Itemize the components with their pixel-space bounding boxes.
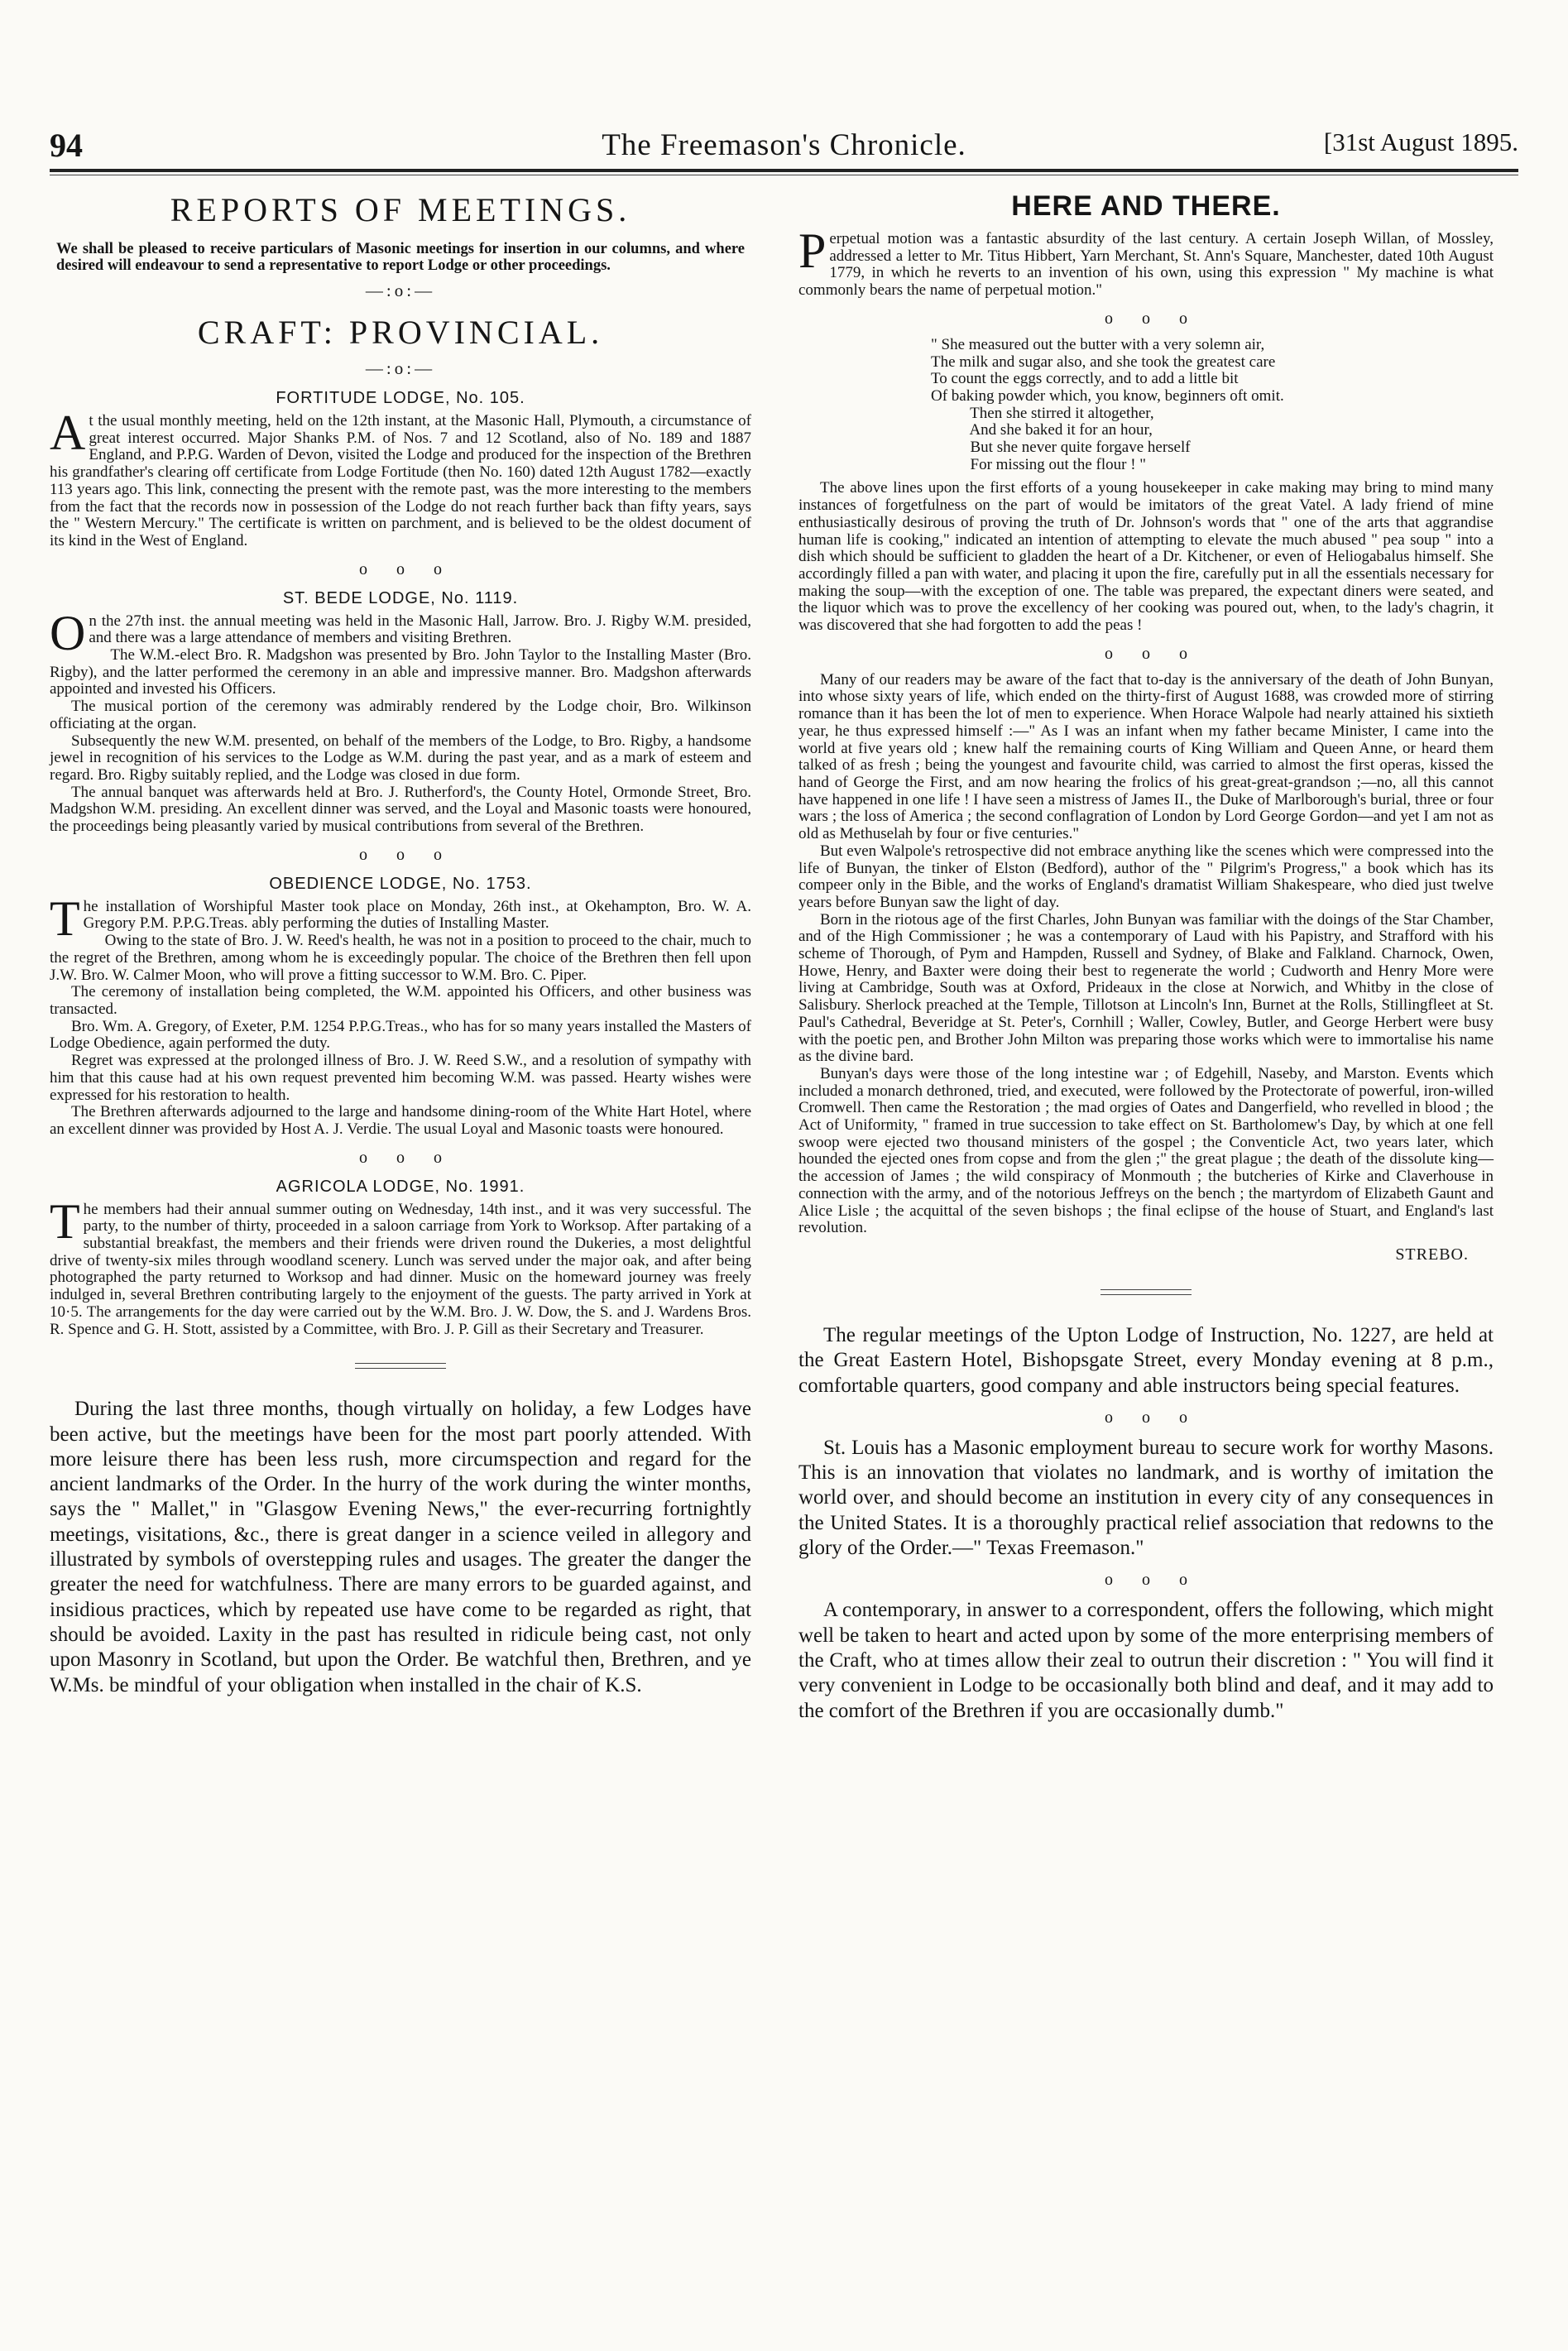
section-divider [355,1363,446,1369]
ornament-divider: o o o [359,559,442,578]
poem-line: But she never quite forgave herself [931,439,1191,457]
ornament-divider: o o o [1105,1408,1187,1427]
lodge-heading-obedience: OBEDIENCE LODGE, No. 1753. [269,874,532,893]
article-paragraph: Subsequently the new W.M. presented, on behalf of the members of the Lodge, to Bro. Rigby, a handsome jewel in recognition of his services to the Lodge as W.M. during the past year, and as a mark of esteem and regard. Bro. Rigby suitably replied, and the Lodge was closed in due form. [50,732,751,784]
article-paragraph: Regret was expressed at the prolonged illness of Bro. J. W. Reed S.W., and a resolution of sympathy with him that this cause had at his own request prevented him becoming W.M. was passed. Hearty wishes were expressed for his restoration to health. [50,1052,751,1104]
poem-line: And she baked it for an hour, [931,421,1153,439]
left-column [50,184,751,1698]
article-paragraph: Bro. Wm. A. Gregory, of Exeter, P.M. 1254 P.P.G.Treas., who has for so many years installed the Masters of Lodge Obedience, again performed the duty. [50,1017,751,1053]
masthead [50,126,1518,164]
section-title-here-and-there: HERE AND THERE. [1011,190,1281,222]
article-paragraph: At the usual monthly meeting, held on the 12th instant, at the Masonic Hall, Plymouth, a circumstance of great interest occurred. Major Shanks P.M. of Nos. 7 and 12 Scotland, also of No. 189 and 1887 England, and P.P.G. Warden of Devon, visited the Lodge and produced for the inspection of the Brethren his grandfather's clearing off certificate from Lodge Fortitude (then No. 160) dated 12th August 1782—exactly 113 years ago. This link, connecting the present with the remote past, was the more interesting to the members from the fact that the records now in possession of the Lodge do not reach further back than fifty years, says the " Western Mercury." The certificate is written on parchment, and is believed to be the oldest document of its kind in the West of England. [50,405,751,549]
poem-line: For missing out the flour ! " [931,455,1147,473]
article-paragraph: Born in the riotous age of the first Charles, John Bunyan was familiar with the doings of the Star Chamber, and of the High Commissioner ; he was a contemporary of Laud with his Papistry, and Strafford with his scheme of Thorough, of Pym and Hampden, Russell and Sydney, of Blake and Falkland. Charnock, Owen, Howe, Henry, and Baxter were doing their best to regenerate the world ; Cudworth and Henry More were living at Cambridge, South was at Oxford, Prideaux in the close at Norwich, and Whitby in the close of Salisbury. Sherlock preached at the Temple, Tillotson at Lincoln's Inn, Burnet at the Rolls, Stillingfleet at St. Paul's Cathedral, Beveridge at St. Peter's, Cornhill ; Waller, Cowley, Butler, and George Herbert were busy with the poetic pen, and Brother John Milton was preparing those works which were to immortalise his name as the divine bard. [798,910,1494,1066]
section-title-craft: CRAFT: PROVINCIAL. [197,314,604,351]
article-paragraph: The above lines upon the first efforts of a young housekeeper in cake making may bring to mind many instances of forgetfulness on the part of would be imitators of the great Vatel. A lady friend of mine enthusiastically desirous of proving the truth of Dr. Johnson's words that " one of the arts that aggrandise human life is cooking," indicated an intention of attempting to elevate the much abused " pea soup " into a dish which should be sufficient to gladden the heart of a Dr. Kitchener, or even of Heliogabalus himself. She accordingly filled a pan with water, and placing it upon the fire, carefully put in all the essentials necessary for making the soup—with the exception of one. The table was prepared, the expectant diners were seated, and the liquor which was to prove the excellency of her cooking was poured out, when, to the lady's chagrin, it was discovered that she had forgotten to add the peas ! [798,479,1494,635]
article-paragraph: The installation of Worshipful Master took place on Monday, 26th inst., at Okehampton, Bro. W. A. Gregory P.M. P.P.G.Treas. ably performing the duties of Installing Master. [50,890,751,946]
article-paragraph: St. Louis has a Masonic employment bureau to secure work for worthy Masons. This is an innovation that violates no landmark, and is worthy of imitation the world over, and should become an institution in every city of any consequences in the United States. It is a thoroughly practical relief association that redowns to the glory of the Order.—" Texas Freemason." [798,1436,1494,1560]
article-paragraph: The annual banquet was afterwards held at Bro. J. Rutherford's, the County Hotel, Ormonde Street, Bro. Madgshon W.M. presiding. An excellent dinner was served, and the Loyal and Masonic toasts were honoured, the proceedings being pleasantly varied by musical contributions from several of the Brethren. [50,783,751,836]
article-paragraph: On the 27th inst. the annual meeting was held in the Masonic Hall, Jarrow. Bro. J. Rigby W.M. presided, and there was a large attendance of members and visiting Brethren. [50,605,751,660]
section-title-reports: REPORTS OF MEETINGS. [170,191,631,228]
publication-title: The Freemason's Chronicle. [602,128,966,162]
masthead-rule [50,169,1518,172]
reports-intro: We shall be pleased to receive particulars of Masonic meetings for insertion in our columns, and where desired will endeavour to send a representative to report Lodge or other proceedings. [56,241,745,274]
ornament-divider: o o o [359,1148,442,1167]
lodge-heading-agricola: AGRICOLA LODGE, No. 1991. [276,1177,525,1196]
ornament-divider: o o o [1105,644,1187,663]
separator: —:o:— [365,358,436,378]
section-divider [1100,1289,1192,1295]
poem-line: The milk and sugar also, and she took the greatest care [931,353,1276,371]
article-paragraph: Owing to the state of Bro. J. W. Reed's health, he was not in a position to proceed to the chair, much to the regret of the Brethren, among whom he is exceedingly popular. The choice of the Brethren then fell upon J.W. Bro. W. Calmer Moon, who will prove a fitting successor to W.M. Bro. C. Piper. [50,932,751,984]
article-paragraph: The ceremony of installation being completed, the W.M. appointed his Officers, and other business was transacted. [50,983,751,1018]
poem [931,337,1494,474]
page-number: 94 [50,127,83,164]
author-signature: STREBO. [1395,1245,1469,1264]
article-paragraph: Bunyan's days were those of the long intestine war ; of Edgehill, Naseby, and Marston. Events which included a monarch dethroned, tried, and executed, were followed by the Protectorate of powerful, iron-willed Cromwell. Then came the Restoration ; the mad orgies of Oates and Dangerfield, who revelled in blood ; the Act of Uniformity, " framed in true succession to take effect on St. Bartholomew's Day, by which at one fell swoop were ejected two thousand ministers of the gospel ; the Conventicle Act, two years later, which hounded the ejected ones from copse and from the glen ;" the great plague ; the death of the dissolute king—the accession of James ; the wild conspiracy of Monmouth ; the butcheries of Kirke and Claverhouse in connection with the army, and of the notorious Jeffreys on the bench ; the martyrdom of Elizabeth Gaunt and Alice Lisle ; the acquittal of the seven bishops ; the final eclipse of the house of Stuart, and England's last revolution. [798,1064,1494,1237]
article-paragraph: The musical portion of the ceremony was admirably rendered by the Lodge choir, Bro. Wilkinson officiating at the organ. [50,698,751,732]
poem-line: " She measured out the butter with a very solemn air, [931,335,1265,353]
ornament-divider: o o o [359,845,442,864]
article-paragraph: The regular meetings of the Upton Lodge of Instruction, No. 1227, are held at the Great Eastern Hotel, Bishopsgate Street, every Monday evening at 8 p.m., comfortable quarters, good company and able instructors being special features. [798,1323,1494,1397]
article-paragraph: A contemporary, in answer to a correspondent, offers the following, which might well be taken to heart and acted upon by some of the more enterprising members of the Craft, who at times allow their zeal to outrun their discretion : " You will find it very convenient in Lodge to be occasionally both blind and deaf, and it may add to the comfort of the Brethren if you are occasionally dumb." [798,1599,1494,1722]
article-paragraph: But even Walpole's retrospective did not embrace anything like the scenes which were compressed into the life of Bunyan, the tinker of Elston (Bedford), author of the " Pilgrim's Progress," a book which has its compeer only in the Bible, and the works of England's dramatist William Shakespeare, who died just twelve years before Bunyan saw the light of day. [798,842,1494,911]
article-paragraph: The members had their annual summer outing on Wednesday, 14th inst., and it was very successful. The party, to the number of thirty, proceeded in a saloon carriage from York to Worksop. After partaking of a substantial breakfast, the members and their friends were driven round the Dukeries, a most delightful drive of twenty-six miles through woodland scenery. Lunch was served under the major oak, and after being photographed the party returned to Worksop and had dinner. Music on the homeward journey was freely indulged in, several Brethren contributing largely to the enjoyment of the guests. The party arrived in York at 10·5. The arrangements for the day were carried out by the W.M. Bro. J. W. Dow, the S. and J. Wardens Bros. R. Spence and G. H. Stott, assisted by a Committee, with Bro. J. P. Gill as their Secretary and Treasurer. [50,1193,751,1338]
lodge-heading-st-bede: ST. BEDE LODGE, No. 1119. [282,588,519,607]
article-paragraph: The Brethren afterwards adjourned to the large and handsome dining-room of the White Hart Hotel, where an excellent dinner was provided by Host A. J. Verdie. The usual Loyal and Masonic toasts were honoured. [50,1103,751,1138]
lodge-heading-fortitude: FORTITUDE LODGE, No. 105. [276,389,525,407]
poem-line: Of baking powder which, you know, beginners oft omit. [931,386,1284,405]
poem-line: To count the eggs correctly, and to add a little bit [931,370,1239,388]
article-paragraph: Perpetual motion was a fantastic absurdity of the last century. A certain Joseph Willan, of Mossley, addressed a letter to Mr. Titus Hibbert, Yarn Merchant, St. Ann's Square, Manchester, dated 10th August 1779, in which he reverts to an invention of his own, using this expression " My machine is what commonly bears the name of perpetual motion." [798,223,1494,300]
article-paragraph: Many of our readers may be aware of the fact that to-day is the anniversary of the death of John Bunyan, into whose sixty years of life, which ended on the thirty-first of August 1688, was crowded more of stirring romance than it has been the lot of men to experience. When Horace Walpole had nearly attained his sixtieth year, he thus expressed himself :—" As I was an infant when my father became Minister, I came into the world at five years old ; knew half the remaining courts of King William and Queen Anne, or heard them talked of as fresh ; being the youngest and favourite child, was carried to almost the first operas, kissed the hand of George the First, and am now hearing the frolics of his great-great-grandson ;—no, all this cannot have happened in one life ! I have seen a mistress of James II., the Duke of Marlborough's burial, three or four wars ; the loss of America ; the second conflagration of London by Lord George Gordon—and yet I am not as old as Methuselah by four or five centuries." [798,670,1494,843]
article-paragraph: The W.M.-elect Bro. R. Madgshon was presented by Bro. John Taylor to the Installing Master (Bro. Rigby), and the latter performed the ceremony in an able and impressive manner. Bro. Madgshon afterwards appointed and invested his Officers. [50,646,751,698]
poem-line: Then she stirred it altogether, [931,404,1154,422]
right-column [798,184,1494,1724]
issue-date: [31st August 1895. [1323,127,1518,156]
ornament-divider: o o o [1105,309,1187,328]
closing-article: During the last three months, though virtually on holiday, a few Lodges have been active, but the meetings have been for the most part poorly attended. With more leisure there has been less rush, more circumspection and regard for the ancient landmarks of the Order. In the hurry of the work during the winter months, says the " Mallet," in "Glasgow Evening News," the ever-recurring fortnightly meetings, visitations, &c., there is great danger in a science veiled in allegory and illustrated by symbols of overstepping rules and usages. The greater the danger the greater the need for watchfulness. There are many errors to be guarded against, and insidious practices, which by repeated use have come to be regarded as right, that should be avoided. Laxity in the past has resulted in ridicule being cast, not only upon Masonry in Scotland, but upon the Order. Be watchful then, Brethren, and ye W.Ms. be mindful of your obligation when installed in the chair of K.S. [50,1398,751,1696]
separator: —:o:— [365,281,436,300]
ornament-divider: o o o [1105,1571,1187,1590]
